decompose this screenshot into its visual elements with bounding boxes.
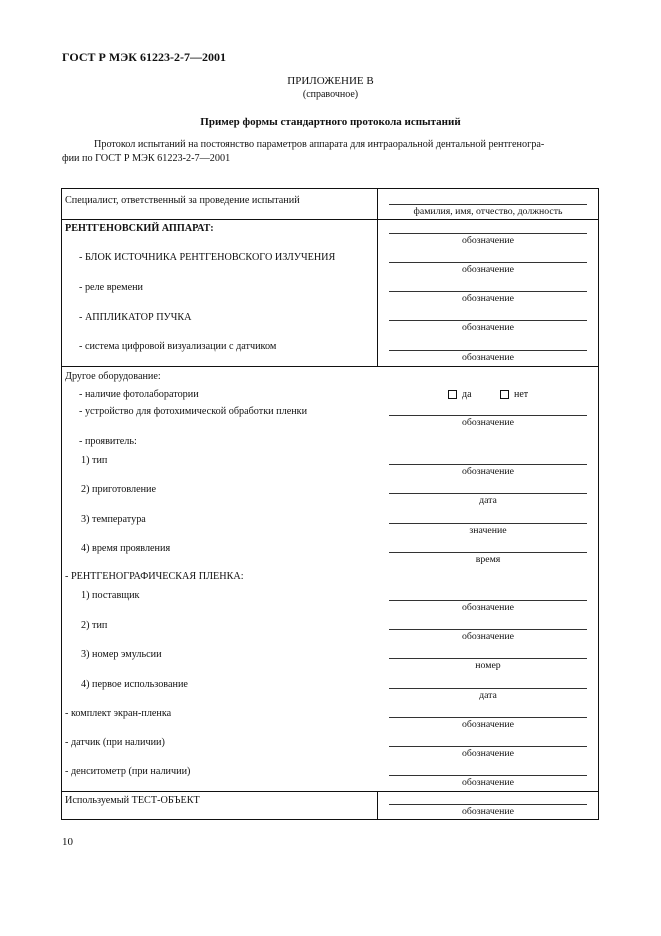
densitometer-label: - денситометр (при наличии) <box>65 766 191 777</box>
dev-type-caption: обозначение <box>462 466 514 477</box>
film-emulsion-label: 3) номер эмульсии <box>81 649 162 660</box>
darkroom-yes[interactable] <box>448 389 472 400</box>
intro-line-2: фии по ГОСТ Р МЭК 61223-2-7—2001 <box>62 153 231 164</box>
sensor-field[interactable] <box>389 746 587 747</box>
film-emulsion-field[interactable] <box>389 658 587 659</box>
densitometer-caption: обозначение <box>462 777 514 788</box>
dev-prep-field[interactable] <box>389 493 587 494</box>
screen-film-label: - комплект экран-пленка <box>65 708 172 719</box>
film-supplier-field[interactable] <box>389 600 587 601</box>
row-divider <box>61 366 599 367</box>
film-supplier-caption: обозначение <box>462 602 514 613</box>
column-divider <box>377 188 378 219</box>
dev-prep-caption: дата <box>479 495 497 506</box>
developer-heading: - проявитель: <box>79 436 137 447</box>
specialist-caption: фамилия, имя, отчество, должность <box>413 206 563 217</box>
sensor-caption: обозначение <box>462 748 514 759</box>
dev-time-field[interactable] <box>389 552 587 553</box>
timer-field[interactable] <box>389 291 587 292</box>
checkbox-icon[interactable] <box>500 390 509 399</box>
film-heading: - РЕНТГЕНОГРАФИЧЕСКАЯ ПЛЕНКА: <box>65 571 244 582</box>
specialist-label: Специалист, ответственный за проведение испытаний <box>65 195 300 206</box>
source-label: - БЛОК ИСТОЧНИКА РЕНТГЕНОВСКОГО ИЗЛУЧЕНИЯ <box>79 252 336 263</box>
sensor-label: - датчик (при наличии) <box>65 737 165 748</box>
document-title: Пример формы стандартного протокола испытаний <box>200 116 461 128</box>
screen-film-caption: обозначение <box>462 719 514 730</box>
row-divider <box>61 791 599 792</box>
test-object-caption: обозначение <box>462 806 514 817</box>
dev-temp-field[interactable] <box>389 523 587 524</box>
test-object-field[interactable] <box>389 804 587 805</box>
screen-film-field[interactable] <box>389 717 587 718</box>
darkroom-label: - наличие фотолаборатории <box>79 389 199 400</box>
digital-field[interactable] <box>389 350 587 351</box>
film-type-caption: обозначение <box>462 631 514 642</box>
dev-time-caption: время <box>475 554 501 565</box>
appendix-title: ПРИЛОЖЕНИЕ В <box>287 75 374 87</box>
processor-field[interactable] <box>389 415 587 416</box>
darkroom-yes-label: да <box>462 389 472 400</box>
other-heading: Другое оборудование: <box>65 371 161 382</box>
specialist-field[interactable] <box>389 204 587 205</box>
processor-caption: обозначение <box>462 417 514 428</box>
row-divider <box>61 219 599 220</box>
xray-heading: РЕНТГЕНОВСКИЙ АППАРАТ: <box>65 223 214 234</box>
processor-label: - устройство для фотохимической обработки пленки <box>79 406 308 417</box>
source-field[interactable] <box>389 262 587 263</box>
film-first-use-caption: дата <box>479 690 497 701</box>
document-header: ГОСТ Р МЭК 61223-2-7—2001 <box>62 50 226 64</box>
dev-prep-label: 2) приготовление <box>81 484 157 495</box>
film-type-label: 2) тип <box>81 620 108 631</box>
appendix-subtitle: (справочное) <box>302 89 359 100</box>
densitometer-field[interactable] <box>389 775 587 776</box>
film-supplier-label: 1) поставщик <box>81 590 140 601</box>
film-type-field[interactable] <box>389 629 587 630</box>
applicator-field[interactable] <box>389 320 587 321</box>
digital-label: - система цифровой визуализации с датчиком <box>79 341 277 352</box>
test-object-label: Используемый ТЕСТ-ОБЪЕКТ <box>65 795 200 806</box>
xray-apparatus-field[interactable] <box>389 233 587 234</box>
dev-temp-caption: значение <box>469 525 507 536</box>
intro-line-1: Протокол испытаний на постоянство параметров аппарата для интраоральной дентальной рентгеногра- <box>94 139 545 150</box>
darkroom-no-label: нет <box>514 389 529 400</box>
dev-type-field[interactable] <box>389 464 587 465</box>
film-first-use-field[interactable] <box>389 688 587 689</box>
dev-type-label: 1) тип <box>81 455 108 466</box>
xray-apparatus-caption: обозначение <box>462 235 514 246</box>
film-first-use-label: 4) первое использование <box>81 679 188 690</box>
applicator-label: - АППЛИКАТОР ПУЧКА <box>79 312 192 323</box>
darkroom-no[interactable] <box>500 389 528 400</box>
column-divider <box>377 219 378 366</box>
source-caption: обозначение <box>462 264 514 275</box>
dev-time-label: 4) время проявления <box>81 543 171 554</box>
column-divider <box>377 791 378 820</box>
film-emulsion-caption: номер <box>475 660 501 671</box>
applicator-caption: обозначение <box>462 322 514 333</box>
dev-temp-label: 3) температура <box>81 514 146 525</box>
timer-caption: обозначение <box>462 293 514 304</box>
checkbox-icon[interactable] <box>448 390 457 399</box>
page-number: 10 <box>62 836 73 848</box>
digital-caption: обозначение <box>462 352 514 363</box>
timer-label: - реле времени <box>79 282 144 293</box>
